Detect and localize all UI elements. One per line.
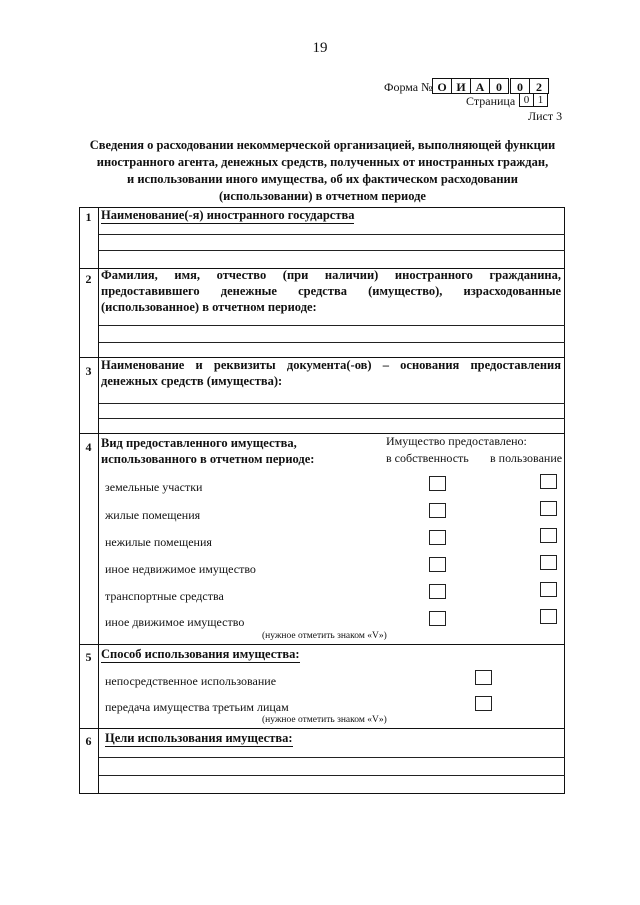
checkbox-other-movable-use[interactable] xyxy=(540,609,557,624)
page-cell-1: 0 xyxy=(519,93,534,107)
form-code-cell-6: 2 xyxy=(529,78,549,94)
checkbox-transfer-third-parties[interactable] xyxy=(475,696,492,711)
form-code-cell-4: 0 xyxy=(489,78,509,94)
document-title xyxy=(70,137,575,205)
property-item-vehicles: транспортные средства xyxy=(105,589,224,603)
section-4-title-line-2: использованного в отчетном периоде: xyxy=(101,452,315,466)
page-cell-2: 1 xyxy=(533,93,548,107)
sheet-number: Лист 3 xyxy=(528,109,563,123)
title-line: Сведения о расходовании некоммерческой организацией, выполняющей функции xyxy=(89,138,556,152)
title-line: (использовании) в отчетном периоде xyxy=(219,189,426,203)
property-item-nonresidential: нежилые помещения xyxy=(105,535,212,549)
property-provided-header: Имущество предоставлено: xyxy=(386,434,527,448)
form-number-label: Форма № xyxy=(384,80,433,94)
form-code-cell-2: И xyxy=(451,78,471,94)
checkbox-land-use[interactable] xyxy=(540,474,557,489)
property-item-other-real-estate: иное недвижимое имущество xyxy=(105,562,256,576)
section-4-note: (нужное отметить знаком «V») xyxy=(262,631,387,641)
section-6-title: Цели использования имущества: xyxy=(105,731,293,745)
checkbox-other-real-estate-use[interactable] xyxy=(540,555,557,570)
fill-line[interactable] xyxy=(99,250,565,251)
section-1-title: Наименование(-я) иностранного государства xyxy=(101,208,355,222)
section-1-number: 1 xyxy=(85,210,92,224)
checkbox-residential-ownership[interactable] xyxy=(429,503,446,518)
checkbox-other-movable-ownership[interactable] xyxy=(429,611,446,626)
row-divider xyxy=(79,728,565,729)
fill-line[interactable] xyxy=(99,325,565,326)
checkbox-other-real-estate-ownership[interactable] xyxy=(429,557,446,572)
fill-line[interactable] xyxy=(99,757,565,758)
section-4-number: 4 xyxy=(85,440,92,454)
section-3-number: 3 xyxy=(85,364,92,378)
section-5-title: Способ использования имущества: xyxy=(101,647,300,661)
checkbox-vehicles-use[interactable] xyxy=(540,582,557,597)
fill-line[interactable] xyxy=(99,418,565,419)
section-2-number: 2 xyxy=(85,272,92,286)
checkbox-nonresidential-ownership[interactable] xyxy=(429,530,446,545)
column-ownership: в собственность xyxy=(386,451,469,465)
checkbox-residential-use[interactable] xyxy=(540,501,557,516)
fill-line[interactable] xyxy=(99,403,565,404)
checkbox-nonresidential-use[interactable] xyxy=(540,528,557,543)
checkbox-vehicles-ownership[interactable] xyxy=(429,584,446,599)
fill-line[interactable] xyxy=(99,234,565,235)
number-column-divider xyxy=(98,207,99,794)
form-code-cell-5: 0 xyxy=(510,78,530,94)
checkbox-direct-use[interactable] xyxy=(475,670,492,685)
section-4-title-line-1: Вид предоставленного имущества, xyxy=(101,436,297,450)
section-5-note: (нужное отметить знаком «V») xyxy=(262,715,387,725)
row-divider xyxy=(79,644,565,645)
section-6-number: 6 xyxy=(85,734,92,748)
section-5-number: 5 xyxy=(85,650,92,664)
section-2-line-3: (использованное) в отчетном периоде: xyxy=(101,300,317,314)
title-line: иностранного агента, денежных средств, полученных от иностранных граждан, xyxy=(96,155,549,169)
property-item-land: земельные участки xyxy=(105,480,203,494)
title-line: и использовании иного имущества, об их фактическом расходовании xyxy=(127,172,518,186)
section-2-line-1: Фамилия, имя, отчество (при наличии) иностранного гражданина, xyxy=(101,268,561,282)
checkbox-land-ownership[interactable] xyxy=(429,476,446,491)
fill-line[interactable] xyxy=(99,775,565,776)
page-label: Страница xyxy=(466,94,516,108)
page-number: 19 xyxy=(312,40,328,56)
fill-line[interactable] xyxy=(99,342,565,343)
section-3-line-1: Наименование и реквизиты документа(-ов) – основания предоставления xyxy=(101,358,561,372)
usage-item-transfer: передача имущества третьим лицам xyxy=(105,700,289,714)
property-item-residential: жилые помещения xyxy=(105,508,201,522)
section-3-line-2: денежных средств (имущества): xyxy=(101,374,283,388)
form-code-cell-1: О xyxy=(432,78,452,94)
usage-item-direct: непосредственное использование xyxy=(105,674,277,688)
column-use: в пользование xyxy=(490,451,563,465)
property-item-other-movable: иное движимое имущество xyxy=(105,615,245,629)
form-code-cell-3: А xyxy=(470,78,490,94)
section-2-line-2: предоставившего денежные средства (имущество), израсходованные xyxy=(101,284,561,298)
